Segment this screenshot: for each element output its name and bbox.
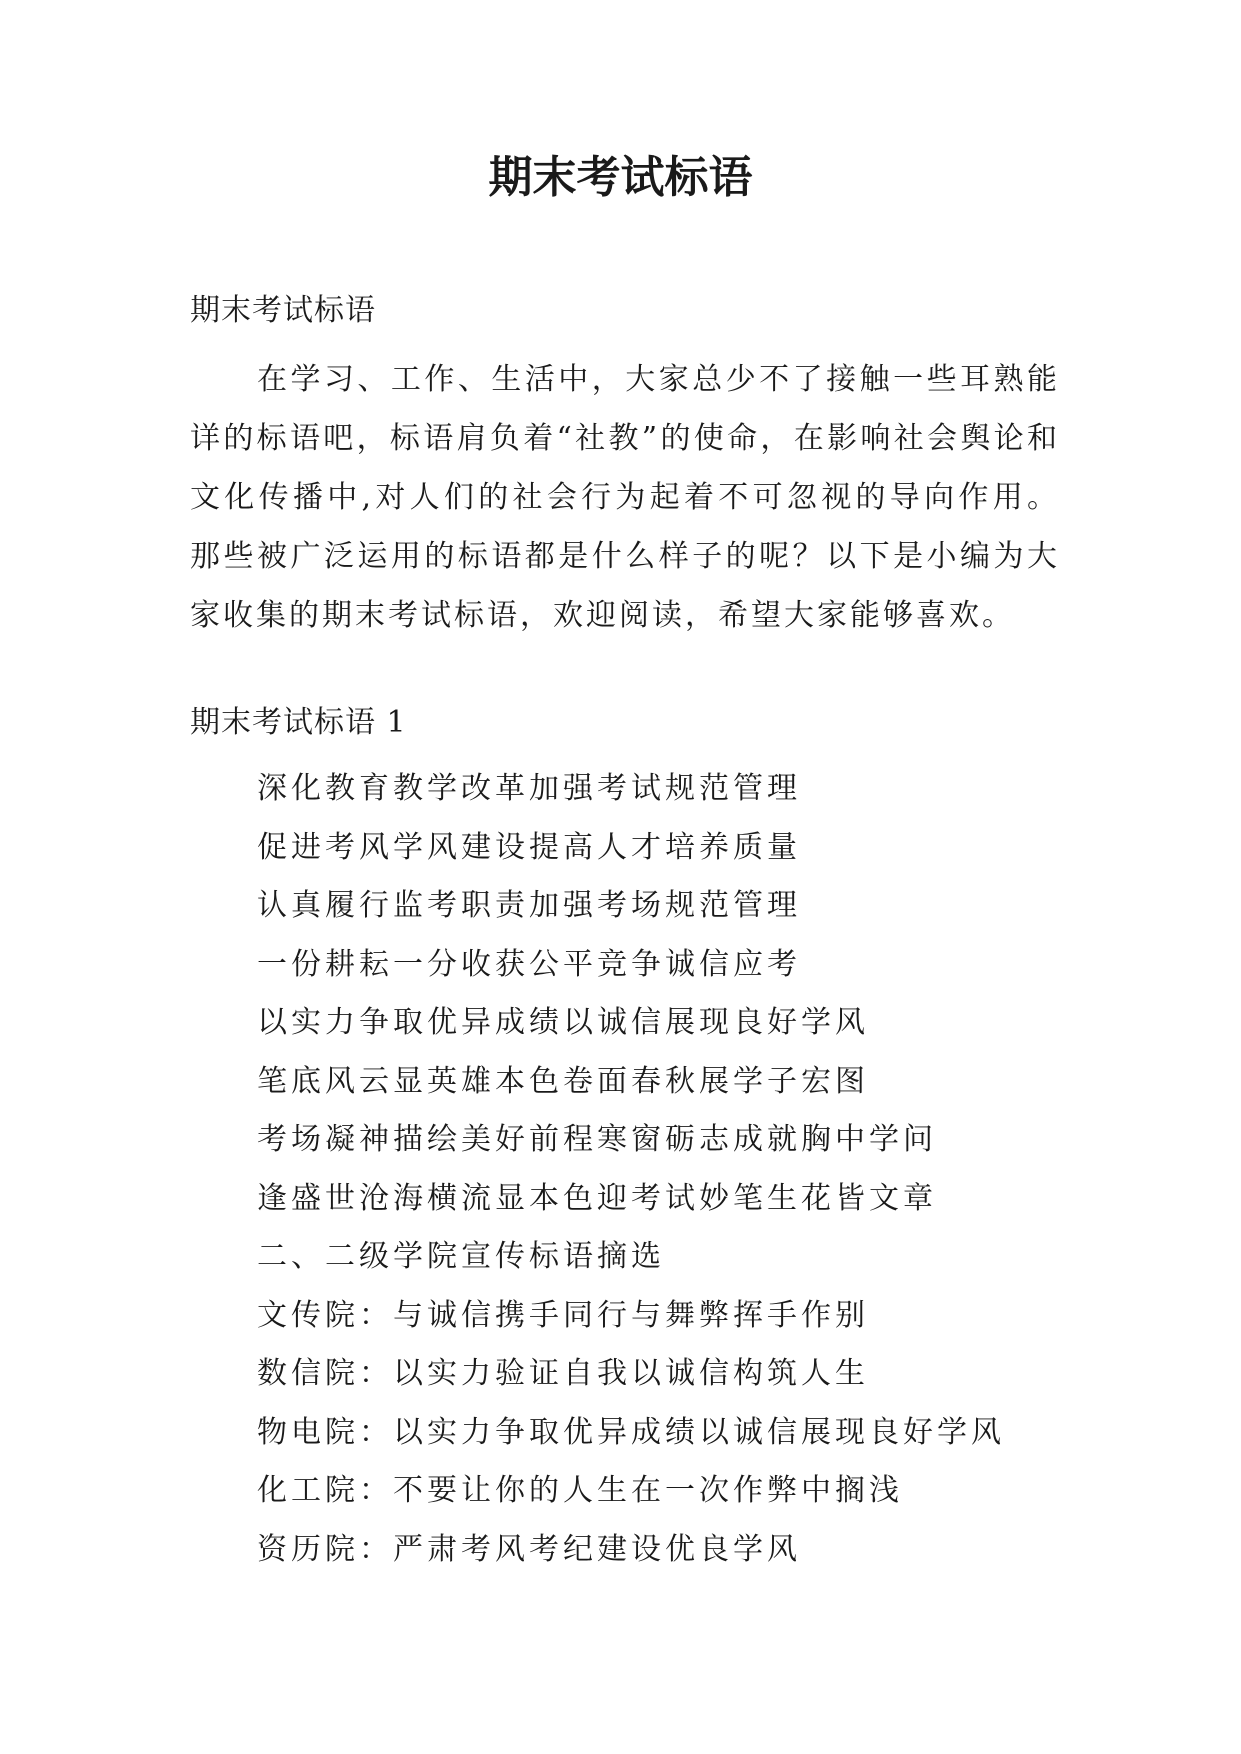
slogan-item: 考场凝神描绘美好前程寒窗砺志成就胸中学问 — [257, 1122, 937, 1157]
slogan-item: 以实力争取优异成绩以诚信展现良好学风 — [257, 1005, 869, 1040]
slogan-item: 认真履行监考职责加强考场规范管理 — [257, 888, 801, 923]
intro-paragraph: 在学习、工作、生活中，大家总少不了接触一些耳熟能详的标语吧，标语肩负着“社教”的使命，在影响社会舆论和文化传播中,对人们的社会行为起着不可忽视的导向作用。那些被广泛运用的标语都是什么样子的呢？以下是小编为大家收集的期末考试标语，欢迎阅读，希望大家能够喜欢。 — [190, 362, 1060, 633]
slogan-item: 一份耕耘一分收获公平竞争诚信应考 — [257, 946, 801, 982]
section-heading: 期末考试标语 1 — [190, 705, 407, 740]
slogan-item: 促进考风学风建设提高人才培养质量 — [257, 829, 801, 865]
slogan-item: 数信院：以实力验证自我以诚信构筑人生 — [257, 1356, 869, 1391]
slogan-item: 化工院：不要让你的人生在一次作弊中搁浅 — [257, 1473, 903, 1508]
slogan-item: 笔底风云显英雄本色卷面春秋展学子宏图 — [257, 1063, 869, 1099]
slogan-item: 物电院：以实力争取优异成绩以诚信展现良好学风 — [257, 1414, 1005, 1450]
slogan-list — [257, 760, 1005, 1579]
slogan-item: 逢盛世沧海横流显本色迎考试妙笔生花皆文章 — [257, 1180, 937, 1216]
subsection-heading: 二、二级学院宣传标语摘选 — [257, 1239, 665, 1274]
slogan-item: 深化教育教学改革加强考试规范管理 — [257, 771, 801, 806]
slogan-item: 文传院：与诚信携手同行与舞弊挥手作别 — [257, 1297, 869, 1333]
slogan-item: 资历院：严肃考风考纪建设优良学风 — [257, 1531, 801, 1567]
document-subtitle: 期末考试标语 — [190, 293, 376, 328]
document-title: 期末考试标语 — [488, 152, 753, 203]
